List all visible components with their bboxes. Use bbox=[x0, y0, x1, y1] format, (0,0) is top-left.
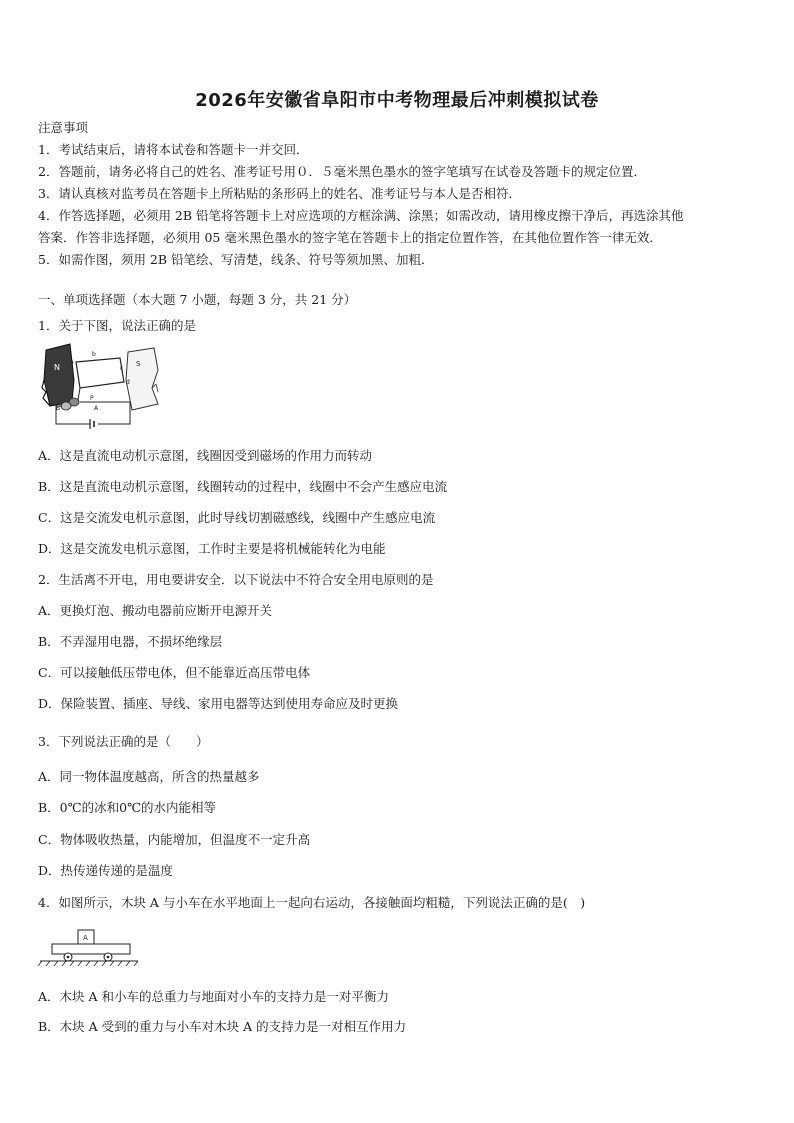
option: D．保险装置、插座、导线、家用电器等达到使用寿命应及时更换 bbox=[38, 696, 399, 711]
question-stem: 3．下列说法正确的是（ ） bbox=[38, 734, 209, 749]
label-d: d bbox=[126, 379, 130, 386]
label-a-brush: A bbox=[94, 405, 99, 412]
question-stem: 1．关于下图，说法正确的是 bbox=[38, 318, 196, 333]
question-stem: 4．如图所示，木块 A 与小车在水平地面上一起向右运动，各接触面均粗糙，下列说法正确的是( ) bbox=[38, 895, 586, 910]
label-block-a: A bbox=[83, 934, 88, 942]
section-heading: 一、单项选择题（本大题 7 小题，每题 3 分，共 21 分） bbox=[38, 292, 357, 307]
option: C．这是交流发电机示意图，此时导线切割磁感线，线圈中产生感应电流 bbox=[38, 510, 436, 525]
cart-figure bbox=[38, 924, 140, 968]
label-n: N bbox=[54, 363, 60, 372]
note-item: 5．如需作图，须用 2B 铅笔绘、写清楚，线条、符号等须加黑、加粗． bbox=[38, 252, 434, 267]
note-item: 3．请认真核对监考员在答题卡上所粘贴的条形码上的姓名、准考证号与本人是否相符． bbox=[38, 186, 521, 201]
coil bbox=[76, 358, 124, 388]
label-c: c bbox=[120, 365, 124, 372]
ground-hatching bbox=[38, 961, 138, 966]
option: C．可以接触低压带电体，但不能靠近高压带电体 bbox=[38, 665, 311, 680]
note-item: 1．考试结束后，请将本试卷和答题卡一并交回． bbox=[38, 142, 309, 157]
option: A．同一物体温度越高，所含的热量越多 bbox=[38, 769, 260, 784]
magnet-south-pole bbox=[126, 348, 158, 410]
label-a: a bbox=[70, 359, 74, 366]
page-title: 2026年安徽省阜阳市中考物理最后冲刺模拟试卷 bbox=[195, 90, 599, 111]
option: D．这是交流发电机示意图，工作时主要是将机械能转化为电能 bbox=[38, 541, 386, 556]
option: A．这是直流电动机示意图，线圈因受到磁场的作用力而转动 bbox=[38, 448, 373, 463]
note-item: 答案．作答非选择题，必须用 05 毫米黑色墨水的签字笔在答题卡上的指定位置作答，在其他位置作答一律无效． bbox=[38, 230, 662, 245]
option: B．木块 A 受到的重力与小车对木块 A 的支持力是一对相互作用力 bbox=[38, 1019, 407, 1034]
question-stem: 2．生活离不开电，用电要讲安全．以下说法中不符合安全用电原则的是 bbox=[38, 572, 434, 587]
generator-figure bbox=[40, 340, 162, 436]
cart-body bbox=[52, 944, 130, 954]
label-p: P bbox=[90, 395, 94, 402]
label-s: S bbox=[136, 360, 141, 368]
label-b: b bbox=[92, 351, 96, 358]
notes-heading: 注意事项 bbox=[38, 120, 89, 135]
option: B．不弄湿用电器，不损坏绝缘层 bbox=[38, 634, 223, 649]
magnet-north-pole bbox=[44, 344, 74, 406]
option: A．木块 A 和小车的总重力与地面对小车的支持力是一对平衡力 bbox=[38, 989, 390, 1004]
note-item: 4．作答选择题，必须用 2B 铅笔将答题卡上对应选项的方框涂满、涂黑；如需改动，请用橡皮擦干净后，再选涂其他 bbox=[38, 208, 684, 223]
option: B．0℃的冰和0℃的水内能相等 bbox=[38, 800, 217, 815]
option: D．热传递传递的是温度 bbox=[38, 863, 174, 878]
label-b-brush: B bbox=[56, 405, 61, 412]
option: C．物体吸收热量，内能增加，但温度不一定升高 bbox=[38, 832, 311, 847]
option: B．这是直流电动机示意图，线圈转动的过程中，线圈中不会产生感应电流 bbox=[38, 479, 448, 494]
note-item: 2．答题前，请务必将自己的姓名、准考证号用０．５毫米黑色墨水的签字笔填写在试卷及答题卡的规定位置． bbox=[38, 164, 646, 179]
option: A．更换灯泡、搬动电器前应断开电源开关 bbox=[38, 603, 273, 618]
